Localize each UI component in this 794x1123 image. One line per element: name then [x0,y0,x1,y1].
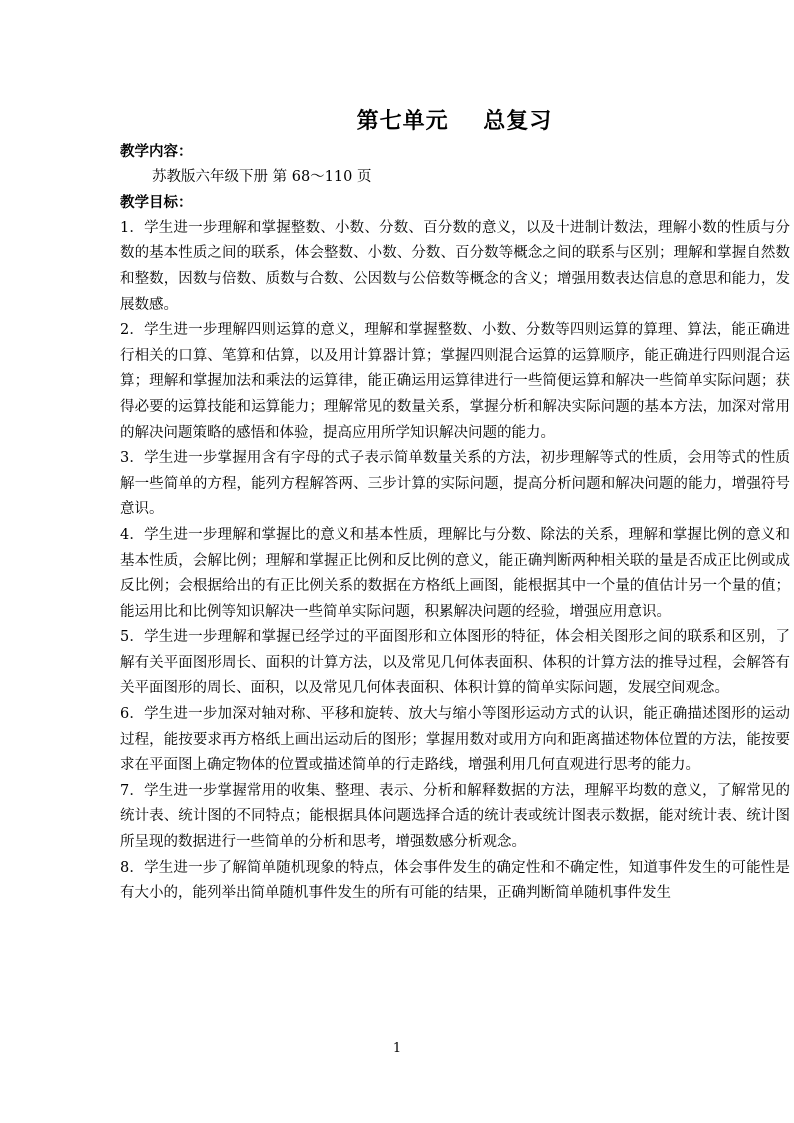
objective-2: 2．学生进一步理解四则运算的意义，理解和掌握整数、小数、分数等四则运算的算理、算法，能正确进行相关的口算、笔算和估算，以及用计算器计算；掌握四则混合运算的运算顺序，能正确进行四则混合运算；理解和掌握加法和乘法的运算律，能正确运用运算律进行一些简便运算和解决一些简单实际问题；获得必要的运算技能和运算能力；理解常见的数量关系，掌握分析和解决实际问题的基本方法，加深对常用的解决问题策略的感悟和体验，提高应用所学知识解决问题的能力。 [120,322,790,441]
objectives-heading: 教学目标： [120,194,193,212]
page-number: 1 [392,1041,402,1056]
objective-6: 6．学生进一步加深对轴对称、平移和旋转、放大与缩小等图形运动方式的认识，能正确描述图形的运动过程，能按要求再方格纸上画出运动后的图形；掌握用数对或用方向和距离描述物体位置的方法，能按要求在平面图上确定物体的位置或描述简单的行走路线，增强利用几何直观进行思考的能力。 [120,706,790,774]
document-title: 第七单元 总复习 [356,108,553,134]
objective-8: 8．学生进一步了解简单随机现象的特点，体会事件发生的确定性和不确定性，知道事件发生的可能性是有大小的，能列举出简单随机事件发生的所有可能的结果，正确判断简单随机事件发生 [120,859,790,902]
objective-4: 4．学生进一步理解和掌握比的意义和基本性质，理解比与分数、除法的关系，理解和掌握比例的意义和基本性质，会解比例；理解和掌握正比例和反比例的意义，能正确判断两种相关联的量是否成正比例或成反比例；会根据给出的有正比例关系的数据在方格纸上画图，能根据其中一个量的值估计另一个量的值；能运用比和比例等知识解决一些简单实际问题，积累解决问题的经验，增强应用意识。 [120,526,790,620]
objective-5: 5．学生进一步理解和掌握已经学过的平面图形和立体图形的特征，体会相关图形之间的联系和区别，了解有关平面图形周长、面积的计算方法，以及常见几何体表面积、体积的计算方法的推导过程，会解答有关平面图形的周长、面积，以及常见几何体表面积、体积计算的简单实际问题，发展空间观念。 [120,629,790,697]
objective-7: 7．学生进一步掌握常用的收集、整理、表示、分析和解释数据的方法，理解平均数的意义，了解常见的统计表、统计图的不同特点；能根据具体问题选择合适的统计表或统计图表示数据，能对统计表、统计图所呈现的数据进行一些简单的分析和思考，增强数感分析观念。 [120,782,790,851]
objective-3: 3．学生进一步掌握用含有字母的式子表示简单数量关系的方法，初步理解等式的性质，会用等式的性质解一些简单的方程，能列方程解答两、三步计算的实际问题，提高分析问题和解决问题的能力，增强符号意识。 [120,450,790,518]
textbook-range: 苏教版六年级下册 第 68～110 页 [152,168,372,185]
objective-1: 1．学生进一步理解和掌握整数、小数、分数、百分数的意义，以及十进制计数法，理解小数的性质与分数的基本性质之间的联系，体会整数、小数、分数、百分数等概念之间的联系与区别；理解和掌握自然数和整数，因数与倍数、质数与合数、公因数与公倍数等概念的含义；增强用数表达信息的意思和能力，发展数感。 [120,219,790,313]
content-heading: 教学内容： [120,143,193,160]
document-body [120,139,790,907]
